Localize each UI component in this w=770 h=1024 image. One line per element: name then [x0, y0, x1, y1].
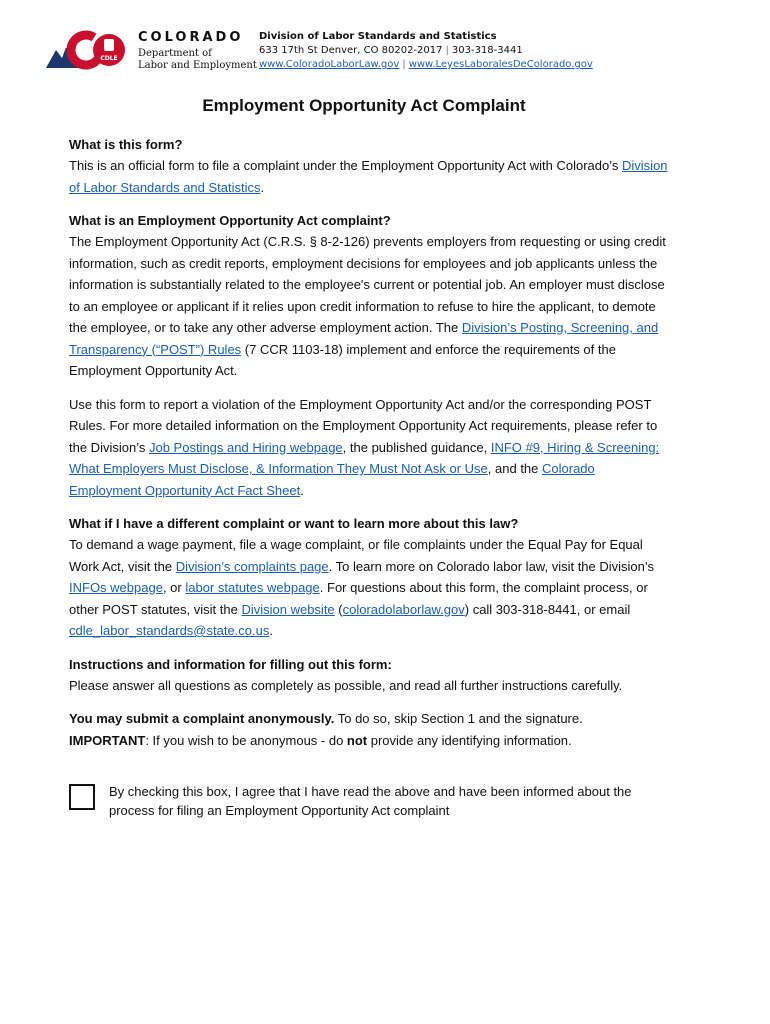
section-what-is-complaint	[69, 210, 669, 382]
text-span: , or	[162, 580, 186, 595]
bold-text: IMPORTANT	[69, 732, 146, 748]
text-span: . To learn more on Colorado labor law, visit the Division’s	[328, 558, 655, 574]
consent-label: By checking this box, I agree that I have read the above and have been informed about the process for filing an Employment Opportunity Act complaint	[109, 784, 632, 818]
text-span: (7 CCR 1103-18) implement and enforce the requirements of the Employment Opportunity Act.	[69, 341, 616, 378]
section-anonymous	[69, 708, 669, 751]
text-span: The Employment Opportunity Act (C.R.S. § 8-2-126) prevents employers from requesting or using credit information, such as credit reports, employment decisions for employees and job applicants unless the information is substantially related to the employee's current or potential job. An employer must disclose to an employee or applicant if it relies upon credit information to refuse to hire the applicant, to demote the employee, or to take any other adverse employment action. The	[69, 234, 666, 335]
division-phone: 303-318-3441	[451, 45, 523, 56]
org-name	[138, 30, 257, 72]
question-heading: What is an Employment Opportunity Act complaint?	[69, 213, 391, 228]
division-link[interactable]: Division of Labor Standards and Statistics	[69, 158, 668, 195]
division-address: 633 17th St Denver, CO 80202-2017	[259, 45, 443, 56]
fact-sheet-link[interactable]: Colorado Employment Opportunity Act Fact Sheet	[69, 461, 595, 498]
colorado-labor-law-link[interactable]: www.ColoradoLaborLaw.gov	[259, 59, 400, 70]
department-name	[138, 48, 257, 72]
anonymous-line	[69, 708, 669, 730]
bold-text: You may submit a complaint anonymously.	[69, 711, 335, 726]
letterhead	[46, 28, 746, 78]
division-name: Division of Labor Standards and Statistics	[259, 31, 497, 42]
dept-line-1: Department of	[138, 48, 212, 59]
dept-line-2: Labor and Employment	[138, 60, 257, 71]
section-what-is-form	[69, 134, 669, 198]
coloradolaborlaw-link[interactable]: coloradolaborlaw.gov	[342, 601, 465, 617]
text-span: . For questions about this form, the complaint process, or other POST statutes, visit the	[69, 580, 648, 617]
form-content	[69, 96, 669, 763]
info-9-link[interactable]: INFO #9, Hiring & Screening: What Employers Must Disclose, & Information They Must Not Ask or Use	[69, 439, 660, 476]
question-heading: Instructions and information for filling out this form:	[69, 656, 392, 672]
text-span: .	[300, 482, 304, 498]
infos-webpage-link[interactable]: INFOs webpage	[69, 580, 163, 595]
consent-checkbox[interactable]	[69, 784, 95, 810]
email-link[interactable]: cdle_labor_standards@state.co.us	[69, 623, 270, 638]
text-span: ) call 303-318-8441, or email	[464, 601, 631, 617]
bold-text: not	[346, 732, 368, 748]
complaints-page-link[interactable]: Division’s complaints page	[175, 558, 329, 574]
section-use-this-form	[69, 394, 669, 502]
text-span: : If you wish to be anonymous - do	[145, 732, 347, 748]
important-line	[69, 730, 669, 752]
badge-shield-icon	[104, 39, 114, 51]
text-span: This is an official form to file a complaint under the Employment Opportunity Act with Colorado’s	[69, 158, 623, 173]
text-span: To demand a wage payment, file a wage complaint, or file complaints under the Equal Pay for Equal Work Act, visit the	[69, 537, 643, 574]
answer-paragraph: Please answer all questions as completely as possible, and read all further instructions carefully.	[69, 677, 623, 693]
text-span: .	[269, 623, 273, 638]
answer-paragraph	[69, 231, 669, 382]
text-span: Use this form to report a violation of the Employment Opportunity Act and/or the corresponding POST Rules. For more detailed information on the Employment Opportunity Act requirements, please refer to the Division’s	[69, 396, 658, 455]
question-heading: What if I have a different complaint or want to learn more about this law?	[69, 516, 519, 531]
division-website-link[interactable]: Division website	[241, 601, 335, 617]
labor-statutes-link[interactable]: labor statutes webpage	[185, 580, 320, 595]
answer-paragraph	[69, 534, 669, 642]
badge-label: CDLE	[100, 55, 118, 62]
text-span: provide any identifying information.	[367, 732, 572, 748]
text-span: To do so, skip Section 1 and the signature.	[334, 711, 583, 726]
post-rules-link[interactable]: Division’s Posting, Screening, and Transparency (“POST”) Rules	[69, 320, 659, 357]
separator: |	[402, 59, 406, 70]
text-span: (	[334, 601, 343, 617]
division-links	[259, 58, 593, 72]
section-instructions	[69, 654, 669, 697]
question-heading: What is this form?	[69, 137, 183, 152]
page-title: Employment Opportunity Act Complaint	[202, 96, 526, 115]
division-info	[259, 30, 593, 72]
leyes-laborales-link[interactable]: www.LeyesLaboralesDeColorado.gov	[408, 59, 593, 70]
separator: |	[445, 45, 449, 56]
answer-paragraph	[69, 155, 669, 198]
cdle-logo	[46, 28, 136, 74]
job-postings-link[interactable]: Job Postings and Hiring webpage	[148, 439, 343, 455]
text-span: , the published guidance,	[342, 439, 491, 455]
answer-paragraph	[69, 394, 669, 502]
section-different-complaint	[69, 513, 669, 642]
state-name: COLORADO	[138, 30, 244, 45]
text-span: , and the	[487, 461, 543, 476]
division-address-line	[259, 44, 593, 58]
text-span: .	[260, 179, 265, 195]
